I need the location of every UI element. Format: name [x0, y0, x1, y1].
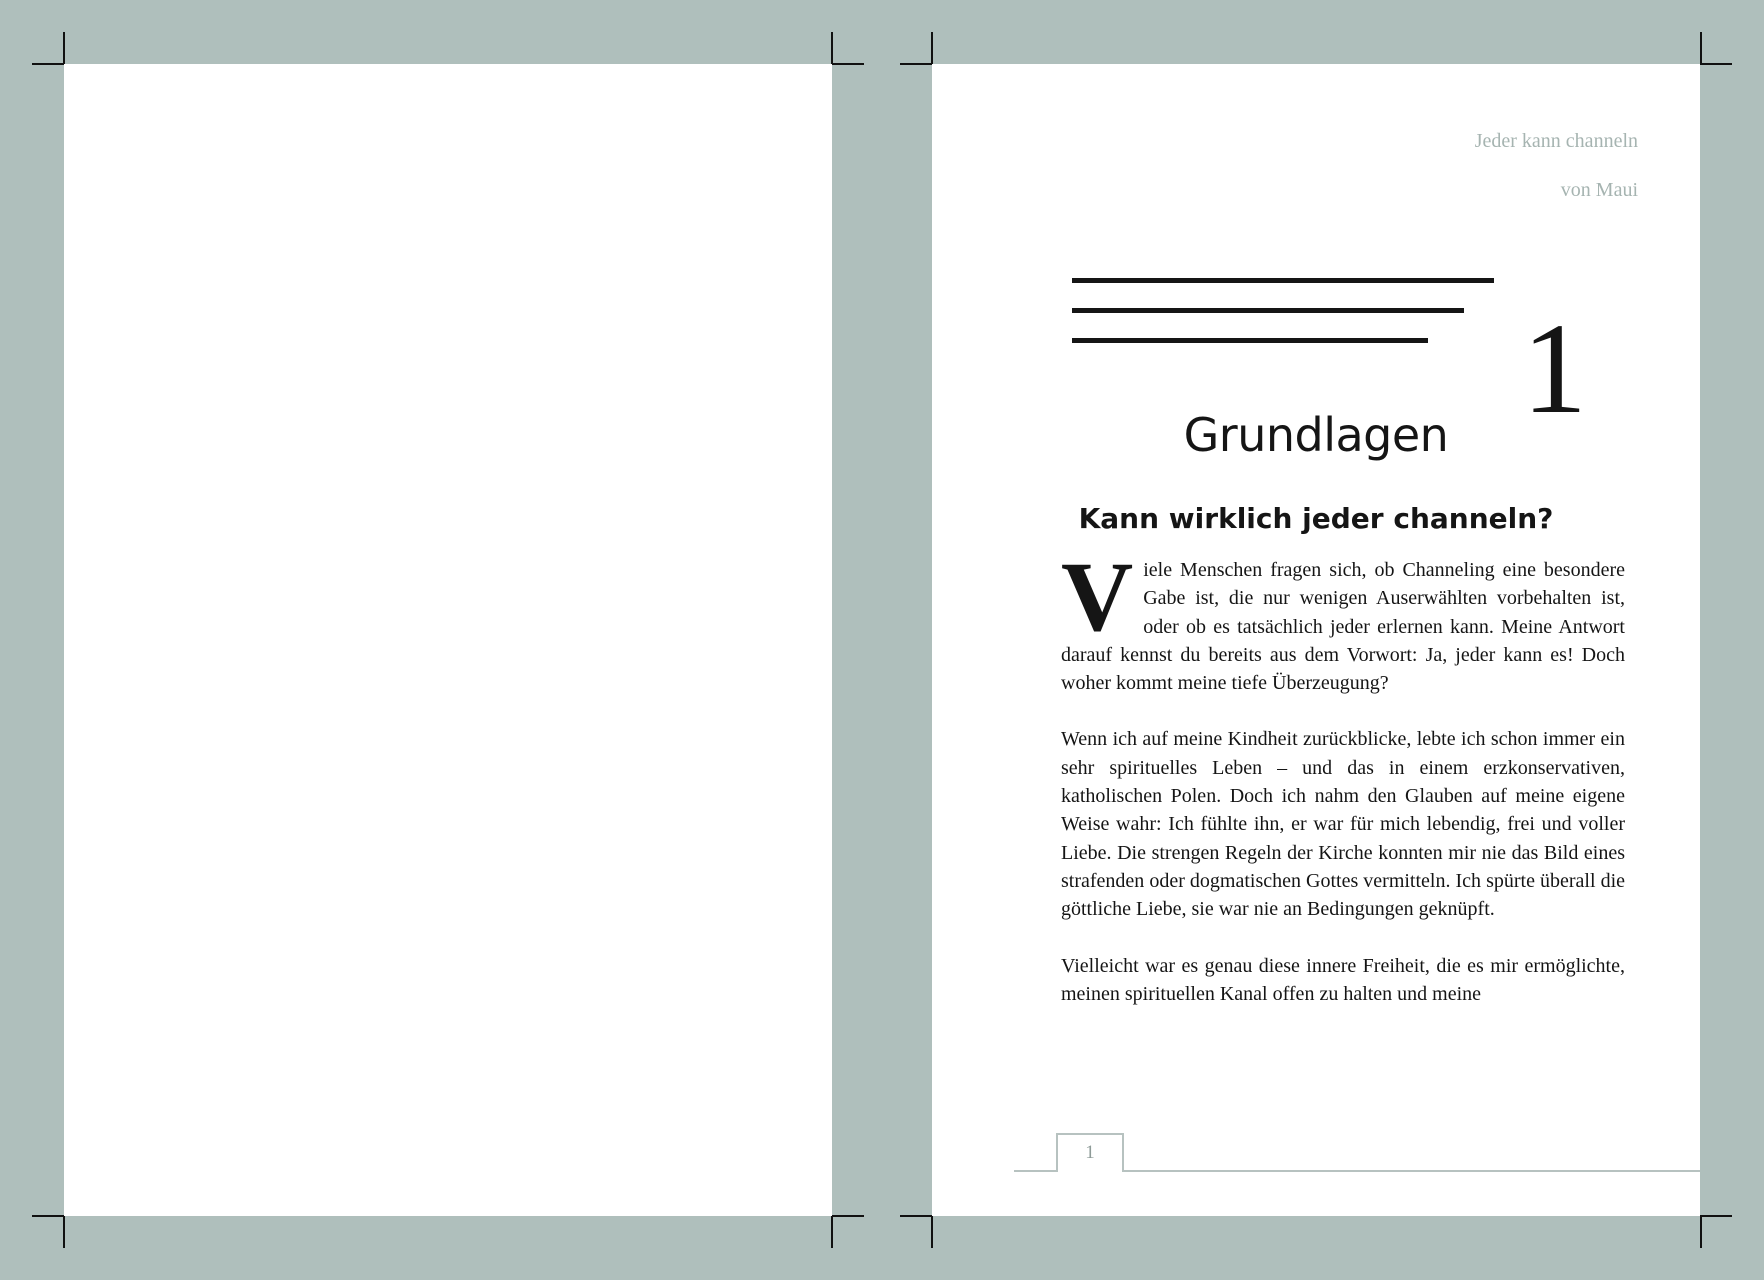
crop-mark	[832, 63, 864, 65]
crop-mark	[931, 1216, 933, 1248]
drop-cap: V	[1061, 541, 1134, 652]
crop-mark	[831, 1216, 833, 1248]
crop-mark	[900, 63, 932, 65]
paragraph: Vielleicht war es genau diese innere Freiheit, die es mir ermöglichte, meinen spirituellen Kanal offen zu halten und meine	[1061, 954, 1625, 1005]
crop-mark	[831, 32, 833, 64]
chapter-number: 1	[1522, 297, 1587, 441]
left-page	[64, 64, 832, 1216]
page-number: 1	[1085, 1142, 1095, 1163]
paragraph	[1061, 541, 1625, 697]
crop-mark	[1700, 1215, 1732, 1217]
crop-mark	[1700, 63, 1732, 65]
paragraph: Wenn ich auf meine Kindheit zurückblicke, lebte ich schon immer ein sehr spirituelles Leben – und das in einem erzkonservativen, katholischen Polen. Doch ich nahm den Glauben auf meine eigene Weise wahr: Ich fühlte ihn, er war für mich lebendig, frei und voller Liebe. Die strengen Regeln der Kirche konnten mir nie das Bild eines strafenden oder dogmatischen Gottes vermitteln. Ich spürte überall die göttliche Liebe, sie war nie an Bedingungen geknüpft.	[1061, 728, 1625, 921]
crop-mark	[32, 63, 64, 65]
crop-mark	[900, 1215, 932, 1217]
crop-mark	[32, 1215, 64, 1217]
chapter-ornament-rule	[1072, 278, 1494, 283]
crop-mark	[63, 1216, 65, 1248]
running-head-author: von Maui	[1560, 179, 1638, 201]
right-page	[932, 64, 1700, 1216]
section-heading: Kann wirklich jeder channeln?	[1078, 502, 1554, 535]
crop-mark	[832, 1215, 864, 1217]
body-text	[1061, 541, 1625, 1036]
running-head-title: Jeder kann channeln	[1474, 130, 1638, 152]
page-number-tab	[1056, 1133, 1124, 1172]
crop-mark	[1700, 32, 1702, 64]
crop-mark	[931, 32, 933, 64]
chapter-ornament-rule	[1072, 308, 1464, 313]
crop-mark	[1700, 1216, 1702, 1248]
chapter-title: Grundlagen	[1183, 408, 1449, 462]
paragraph-text: iele Menschen fragen sich, ob Channeling eine besondere Gabe ist, die nur wenigen Auserwählten vorbehalten ist, oder ob es tatsächlich jeder erlernen kann. Meine Antwort darauf kennst du bereits aus dem Vorwort: Ja, jeder kann es! Doch woher kommt meine tiefe Überzeugung?	[1061, 559, 1625, 695]
crop-mark	[63, 32, 65, 64]
chapter-ornament-rule	[1072, 338, 1428, 343]
